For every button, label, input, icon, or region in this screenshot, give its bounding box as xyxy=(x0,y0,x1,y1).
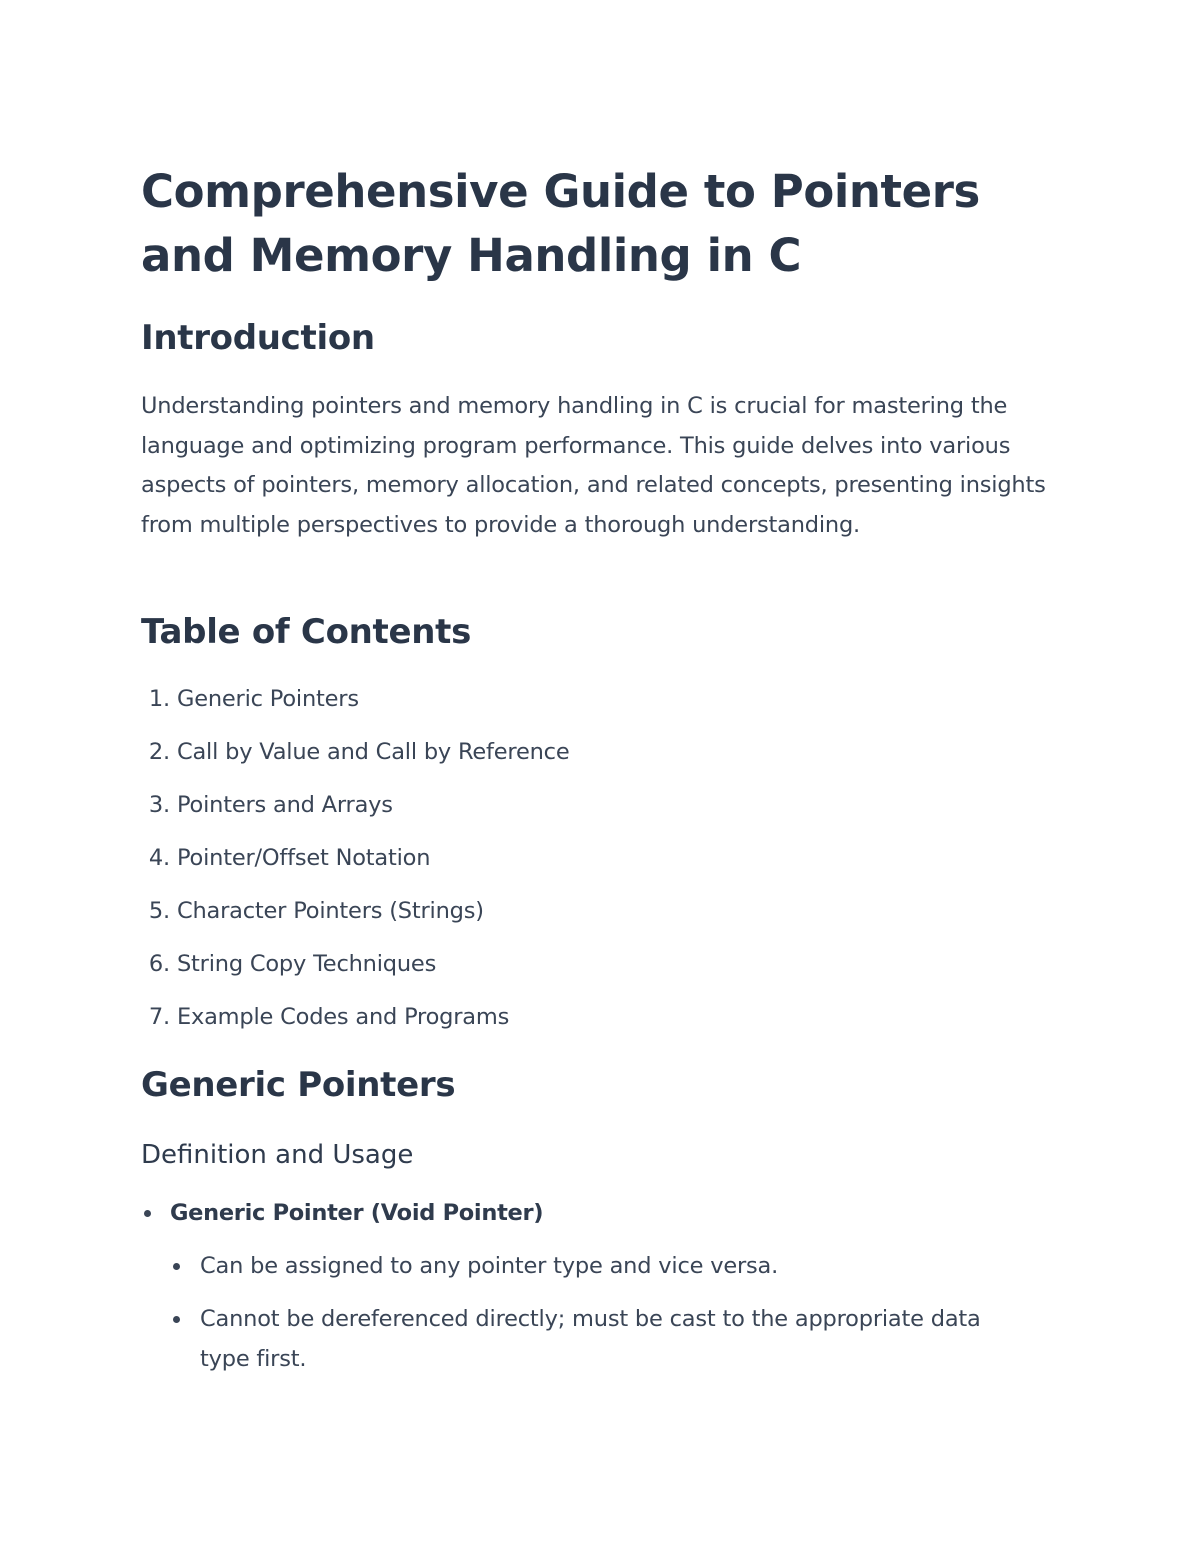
bullet-label: Generic Pointer (Void Pointer) xyxy=(170,1200,544,1226)
toc-heading: Table of Contents xyxy=(141,612,472,652)
toc-item: 7. Example Codes and Programs xyxy=(148,1004,510,1030)
toc-item: 2. Call by Value and Call by Reference xyxy=(148,739,570,765)
definition-subheading: Definition and Usage xyxy=(141,1140,414,1170)
toc-item: 3. Pointers and Arrays xyxy=(148,792,393,818)
toc-item: 4. Pointer/Offset Notation xyxy=(148,845,431,871)
page-title: Comprehensive Guide to Pointers and Memory Handling in C xyxy=(141,165,980,282)
intro-paragraph: Understanding pointers and memory handling in C is crucial for mastering the language and optimizing program performance. This guide delves into various aspects of pointers, memory allocation, and related concepts, presenting insights from multiple perspectives to provide a thorough understanding. xyxy=(141,393,1046,538)
sub-list xyxy=(170,1246,1061,1379)
list-item xyxy=(141,1193,1061,1379)
toc-item: 1. Generic Pointers xyxy=(148,686,359,712)
table-of-contents xyxy=(141,678,569,1049)
intro-heading: Introduction xyxy=(141,318,375,358)
bullet-icon xyxy=(173,1316,180,1323)
toc-item: 6. String Copy Techniques xyxy=(148,951,437,977)
generic-pointers-heading: Generic Pointers xyxy=(141,1065,456,1105)
generic-pointer-list xyxy=(141,1193,1061,1392)
bullet-icon xyxy=(144,1210,151,1217)
sub-list-item: Can be assigned to any pointer type and vice versa. xyxy=(170,1246,1020,1286)
toc-item: 5. Character Pointers (Strings) xyxy=(148,898,484,924)
sub-list-item: Cannot be dereferenced directly; must be cast to the appropriate data type first. xyxy=(170,1299,1020,1379)
bullet-icon xyxy=(173,1263,180,1270)
